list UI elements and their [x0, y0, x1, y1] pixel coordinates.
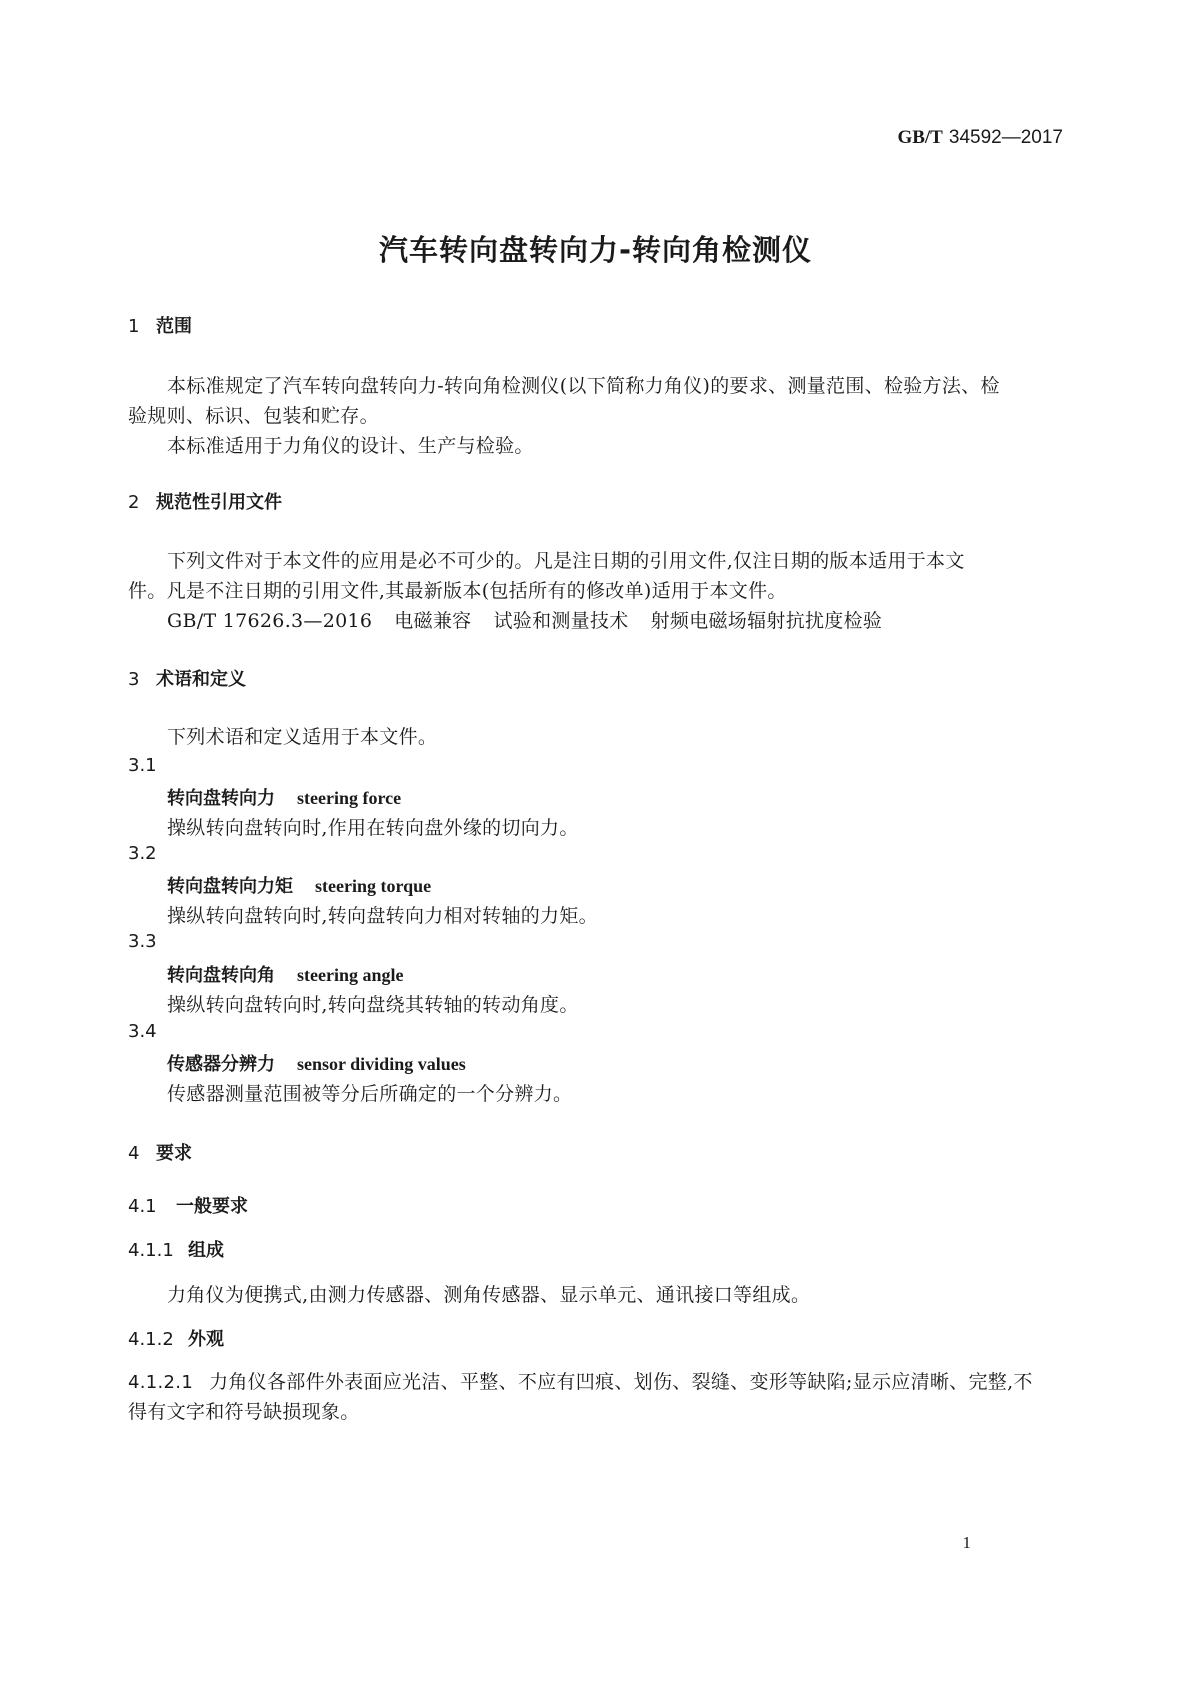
paragraph: 下列文件对于本文件的应用是必不可少的。凡是注日期的引用文件,仅注日期的版本适用于本文 — [167, 550, 965, 572]
term-en: steering force — [297, 788, 402, 808]
paragraph: 力角仪为便携式,由测力传感器、测角传感器、显示单元、通讯接口等组成。 — [167, 1284, 811, 1306]
paragraph: 得有文字和符号缺损现象。 — [128, 1401, 360, 1423]
section-number: 4.1 — [128, 1196, 157, 1217]
section-number: 4.1.1 — [128, 1240, 174, 1261]
term-number: 3.1 — [128, 755, 157, 776]
term-number: 3.2 — [128, 843, 157, 864]
term-entry — [167, 1050, 466, 1076]
paragraph: 本标准适用于力角仪的设计、生产与检验。 — [167, 435, 534, 457]
term-en: sensor dividing values — [297, 1054, 466, 1074]
section-title: 组成 — [188, 1240, 224, 1261]
paragraph: 本标准规定了汽车转向盘转向力-转向角检测仪(以下简称力角仪)的要求、测量范围、检验方法、检 — [167, 375, 1000, 397]
section-title: 要求 — [156, 1143, 192, 1164]
term-number: 3.3 — [128, 931, 157, 952]
subsection-4-1-1-heading — [128, 1236, 224, 1262]
reference-title-part: 试验和测量技术 — [493, 610, 629, 632]
term-zh: 传感器分辨力 — [167, 1054, 275, 1075]
term-definition: 操纵转向盘转向时,转向盘绕其转轴的转动角度。 — [167, 994, 579, 1016]
reference-code: GB/T 17626.3—2016 — [167, 610, 373, 632]
standard-code: GB/T — [897, 127, 943, 148]
term-definition: 操纵转向盘转向时,作用在转向盘外缘的切向力。 — [167, 817, 579, 839]
term-definition: 操纵转向盘转向时,转向盘转向力相对转轴的力矩。 — [167, 905, 598, 927]
term-definition: 传感器测量范围被等分后所确定的一个分辨力。 — [167, 1083, 573, 1105]
term-zh: 转向盘转向力 — [167, 788, 275, 809]
section-number: 1 — [128, 316, 140, 337]
section-number: 2 — [128, 492, 140, 513]
section-title: 规范性引用文件 — [156, 492, 282, 513]
term-zh: 转向盘转向角 — [167, 965, 275, 986]
term-entry — [167, 961, 403, 987]
reference-title-part: 射频电磁场辐射抗扰度检验 — [650, 610, 883, 632]
section-number: 4.1.2 — [128, 1329, 174, 1350]
standard-number — [897, 126, 1063, 149]
subsection-4-1-2-heading — [128, 1325, 224, 1351]
section-number: 4 — [128, 1143, 140, 1164]
paragraph: 件。凡是不注日期的引用文件,其最新版本(包括所有的修改单)适用于本文件。 — [128, 580, 787, 602]
section-1-heading — [128, 312, 192, 338]
section-4-heading — [128, 1139, 192, 1165]
section-title: 术语和定义 — [156, 669, 246, 690]
clause-text: 力角仪各部件外表面应光洁、平整、不应有凹痕、划伤、裂缝、变形等缺陷;显示应清晰、完整,不 — [209, 1371, 1033, 1393]
term-zh: 转向盘转向力矩 — [167, 876, 293, 897]
document-title: 汽车转向盘转向力-转向角检测仪 — [378, 233, 813, 267]
standard-number-value: 34592—2017 — [948, 127, 1063, 148]
section-2-heading — [128, 488, 282, 514]
term-en: steering torque — [315, 876, 432, 896]
term-entry — [167, 872, 431, 898]
section-title: 一般要求 — [176, 1196, 248, 1217]
reference-title-part: 电磁兼容 — [394, 610, 472, 632]
section-number: 3 — [128, 669, 140, 690]
clause-4-1-2-1 — [128, 1367, 1033, 1394]
section-title: 范围 — [156, 316, 192, 337]
subsection-4-1-heading — [128, 1192, 248, 1218]
paragraph: 下列术语和定义适用于本文件。 — [167, 726, 438, 748]
section-title: 外观 — [188, 1329, 224, 1350]
term-entry — [167, 784, 401, 810]
normative-reference — [167, 606, 904, 633]
section-3-heading — [128, 665, 246, 691]
clause-number: 4.1.2.1 — [128, 1372, 194, 1393]
page-number: 1 — [962, 1533, 971, 1552]
term-en: steering angle — [297, 965, 404, 985]
term-number: 3.4 — [128, 1021, 157, 1042]
paragraph: 验规则、标识、包装和贮存。 — [128, 405, 379, 427]
